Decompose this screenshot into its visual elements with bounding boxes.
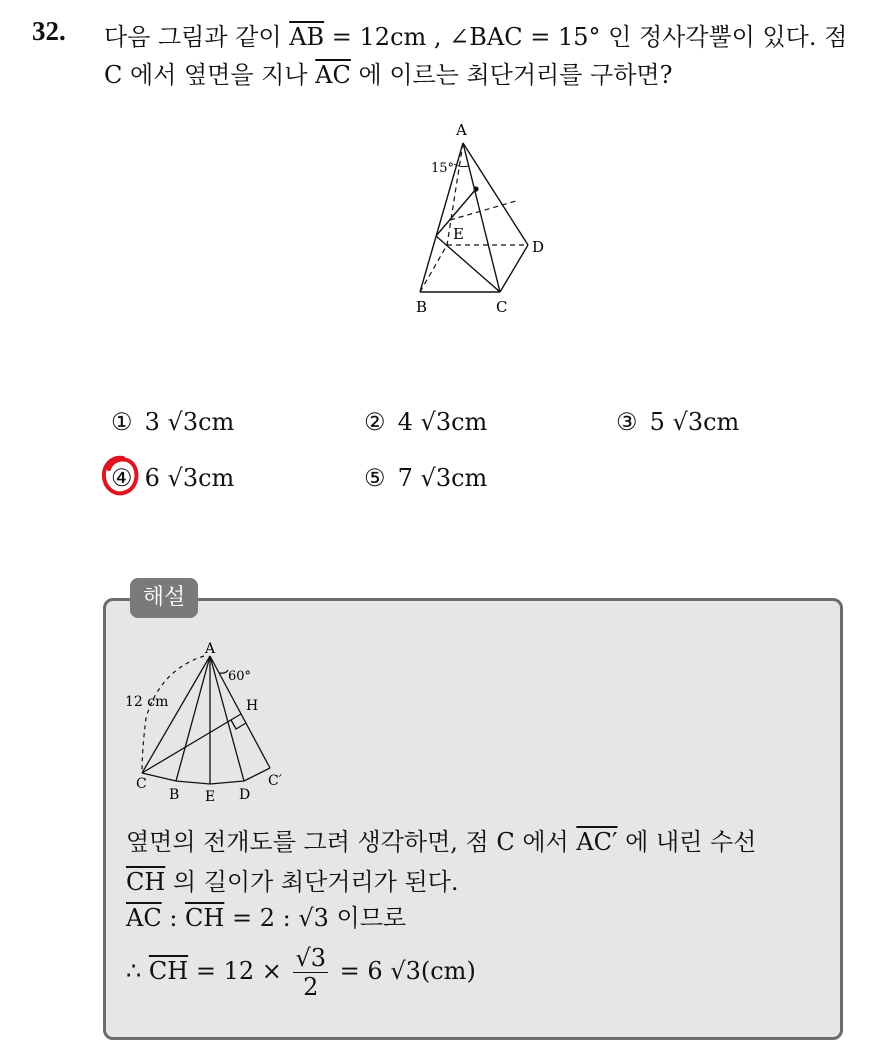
solution-text: 의 길이가 최단거리가 된다. xyxy=(165,868,459,896)
question-number: 32. xyxy=(32,16,66,46)
choice-text: 6 √3cm xyxy=(144,464,235,492)
shortest-path xyxy=(436,236,500,292)
segment-ch: $\overline{CH}$ xyxy=(126,868,166,896)
segment-ac: $\overline{AC}$ xyxy=(126,904,162,932)
segment-ab: $\overline{AB}$ xyxy=(289,23,325,51)
edge-ab xyxy=(176,656,210,781)
edge-ad xyxy=(463,143,528,245)
segment-acprime: AC′ xyxy=(576,828,618,856)
solution-line-3 xyxy=(126,898,406,933)
base-dcprime xyxy=(244,768,270,781)
segment-ac: $\overline{AC}$ xyxy=(315,61,351,89)
label-length: 12 cm xyxy=(125,694,169,710)
label-angle: 15° xyxy=(431,161,455,176)
choice-text: 5 √3cm xyxy=(649,408,740,436)
ratio-separator: : xyxy=(161,904,186,932)
choice-3[interactable] xyxy=(616,408,739,436)
label-b: B xyxy=(169,787,180,803)
edge-ac xyxy=(463,143,500,292)
solution-text: 에 내린 수선 xyxy=(617,828,757,856)
label-a: A xyxy=(456,121,467,139)
choice-text: 4 √3cm xyxy=(397,408,488,436)
label-e: E xyxy=(205,789,216,805)
base-cb xyxy=(142,773,176,781)
question-text: C 에서 옆면을 지나 xyxy=(104,61,316,89)
solution-text: = 2 : √3 이므로 xyxy=(224,904,407,932)
choice-1[interactable] xyxy=(111,408,234,436)
solution-line-4 xyxy=(126,944,476,1001)
question-text: = 12cm , ∠BAC = 15° 인 정사각뿔이 있다. 점 xyxy=(324,23,848,51)
solution-line-1 xyxy=(126,822,756,857)
fraction xyxy=(293,944,328,1001)
unfolded-net-figure xyxy=(120,640,300,810)
choice-5[interactable] xyxy=(364,464,487,492)
solution-tag: 해설 xyxy=(130,578,198,618)
segment-ch: $\overline{CH}$ xyxy=(148,957,189,985)
segment-ch: $\overline{CH}$ xyxy=(185,904,225,932)
edge-ac xyxy=(142,656,210,773)
label-a: A xyxy=(205,641,216,657)
solution-text: 옆면의 전개도를 그려 생각하면, 점 C 에서 xyxy=(126,828,577,856)
choice-mark: ① xyxy=(111,408,133,436)
question-line-1 xyxy=(104,17,847,52)
label-c: C xyxy=(496,298,508,316)
edge-cd xyxy=(500,245,528,292)
fraction-denominator: 2 xyxy=(303,973,319,1001)
choice-mark: ③ xyxy=(616,408,638,436)
label-angle: 60° xyxy=(228,669,252,684)
point-marker xyxy=(473,186,478,191)
right-angle-mark xyxy=(231,720,246,729)
choice-text: 3 √3cm xyxy=(144,408,235,436)
label-c-prime: C′ xyxy=(268,773,282,789)
label-c: C xyxy=(136,776,147,792)
label-e: E xyxy=(453,225,464,243)
choice-mark: ⑤ xyxy=(364,464,386,492)
question-text: 에 이르는 최단거리를 구하면? xyxy=(350,61,673,89)
label-d: D xyxy=(532,238,545,256)
question-text: 다음 그림과 같이 xyxy=(104,23,290,51)
answer-circle-mark xyxy=(101,453,141,499)
label-b: B xyxy=(416,298,428,316)
pyramid-figure xyxy=(390,118,560,318)
edge-be-hidden xyxy=(420,245,447,292)
fraction-numerator: √3 xyxy=(295,944,327,972)
label-h: H xyxy=(246,698,259,714)
choice-mark: ④ xyxy=(111,464,133,492)
choice-2[interactable] xyxy=(364,408,487,436)
choice-mark: ② xyxy=(364,408,386,436)
question-line-2 xyxy=(104,55,672,90)
angle-arc xyxy=(219,670,228,673)
choice-text: 7 √3cm xyxy=(397,464,488,492)
solution-text: = 6 √3(cm) xyxy=(332,957,476,985)
solution-line-2 xyxy=(126,862,458,897)
base-ed xyxy=(210,781,244,784)
label-d: D xyxy=(239,787,251,803)
base-be xyxy=(176,781,210,784)
solution-text: = 12 × xyxy=(188,957,290,985)
therefore-symbol: ∴ xyxy=(126,957,149,985)
